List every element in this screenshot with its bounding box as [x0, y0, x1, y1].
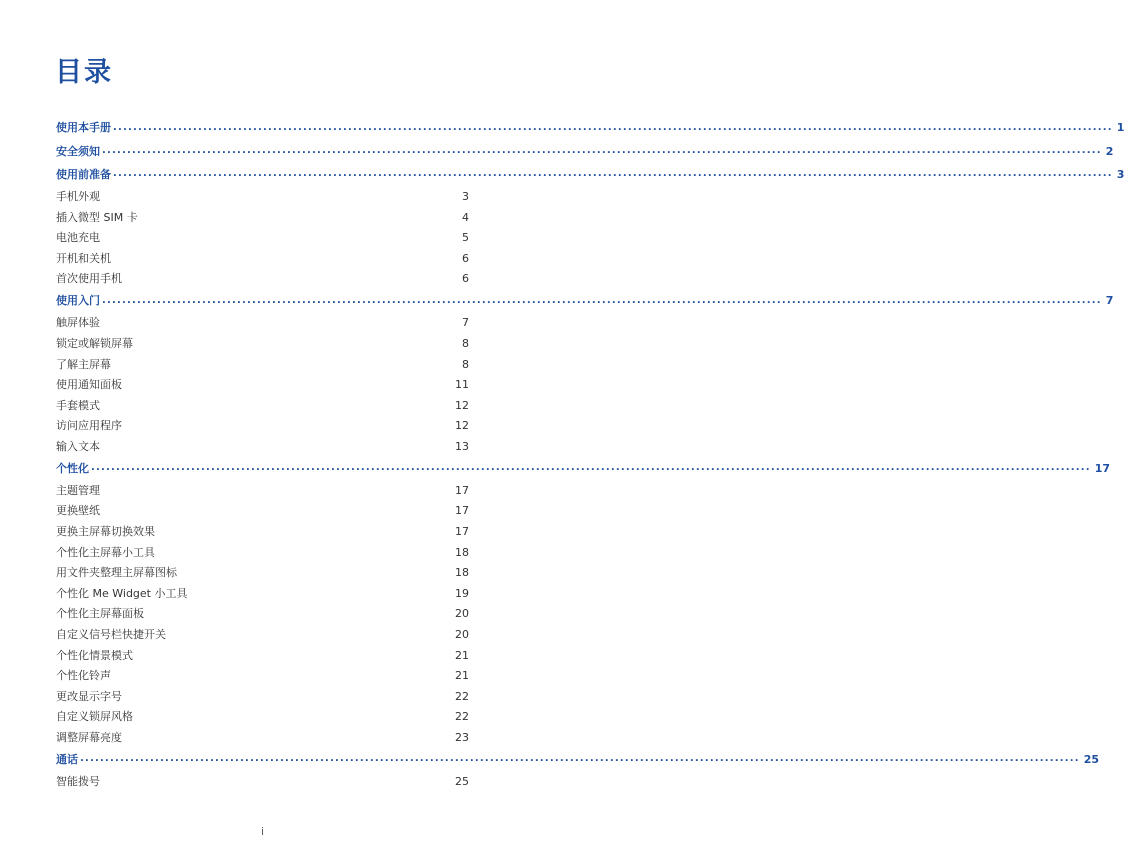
table-of-contents: [56, 116, 1124, 792]
page-title: 目录: [55, 57, 113, 88]
toc-entry-title: 个性化: [56, 461, 89, 475]
toc-entry-title: 首次使用手机: [56, 272, 122, 286]
toc-entry[interactable]: [56, 707, 469, 728]
toc-section-entry[interactable]: [56, 116, 1124, 139]
toc-entry-page: 5: [462, 231, 469, 245]
toc-entry-page: 6: [462, 272, 469, 286]
toc-entry-page: 18: [455, 545, 469, 559]
toc-entry-page: 12: [455, 398, 469, 412]
toc-entry-page: 20: [455, 607, 469, 621]
toc-entry-title: 插入微型 SIM 卡: [56, 210, 138, 224]
toc-entry-page: 2: [1105, 144, 1114, 158]
toc-entry-page: 23: [455, 731, 469, 744]
toc-entry-title: 主题管理: [56, 483, 100, 497]
page-number: i: [260, 825, 265, 838]
toc-entry-title: 使用本手册: [56, 121, 111, 135]
toc-entry[interactable]: [56, 354, 469, 375]
toc-entry-title: 用文件夹整理主屏幕图标: [56, 566, 177, 580]
toc-section-entry[interactable]: [56, 139, 1114, 162]
toc-entry-title: 锁定或解锁屏幕: [56, 336, 133, 350]
toc-entry-title: 使用入门: [56, 294, 100, 308]
dot-leader: ........................................................................................................................................................................................................: [102, 294, 1102, 306]
toc-entry-title: 电池充电: [56, 231, 100, 245]
toc-entry[interactable]: [56, 771, 469, 792]
toc-entry-title: 访问应用程序: [56, 419, 122, 433]
toc-entry-page: 7: [1105, 294, 1114, 308]
toc-entry-page: 17: [1094, 461, 1111, 475]
toc-entry[interactable]: [56, 416, 469, 437]
toc-entry[interactable]: [56, 313, 469, 334]
toc-entry-page: 22: [455, 689, 469, 703]
toc-entry[interactable]: [56, 227, 469, 248]
toc-entry[interactable]: [56, 436, 469, 457]
toc-entry-page: 8: [462, 357, 469, 371]
toc-entry[interactable]: [56, 665, 469, 686]
toc-entry[interactable]: [56, 480, 469, 501]
toc-entry-title: 更换壁纸: [56, 504, 100, 518]
toc-entry[interactable]: [56, 186, 469, 207]
toc-entry-title: 个性化 Me Widget 小工具: [56, 586, 188, 600]
toc-entry-page: 4: [462, 210, 469, 224]
toc-entry[interactable]: [56, 374, 469, 395]
toc-entry-page: 18: [455, 566, 469, 580]
toc-entry-title: 通话: [56, 752, 78, 766]
toc-entry-page: 3: [462, 189, 469, 203]
toc-entry[interactable]: [56, 207, 469, 228]
toc-entry-title: 调整屏幕亮度: [56, 731, 122, 744]
toc-entry-page: 8: [462, 336, 469, 350]
toc-entry[interactable]: [56, 624, 469, 645]
toc-section-entry[interactable]: [56, 748, 1100, 771]
toc-entry[interactable]: [56, 562, 469, 583]
toc-entry[interactable]: [56, 248, 469, 269]
toc-entry-title: 触屏体验: [56, 316, 100, 330]
toc-entry[interactable]: [56, 686, 469, 707]
toc-entry-title: 自定义信号栏快捷开关: [56, 628, 166, 642]
toc-entry-page: 3: [1116, 167, 1124, 181]
toc-entry-title: 个性化铃声: [56, 669, 111, 683]
toc-entry[interactable]: [56, 727, 469, 748]
toc-entry-page: 22: [455, 710, 469, 724]
toc-entry-title: 个性化主屏幕小工具: [56, 545, 155, 559]
toc-entry-page: 19: [455, 586, 469, 600]
toc-entry-title: 自定义锁屏风格: [56, 710, 133, 724]
toc-entry-page: 21: [455, 648, 469, 662]
dot-leader: ........................................................................................................................................................................................................: [80, 753, 1080, 765]
toc-entry-title: 手套模式: [56, 398, 100, 412]
dot-leader: ........................................................................................................................................................................................................: [113, 168, 1113, 180]
toc-entry-page: 17: [455, 483, 469, 497]
toc-entry[interactable]: [56, 521, 469, 542]
toc-entry[interactable]: [56, 333, 469, 354]
toc-section-entry[interactable]: [56, 163, 1124, 186]
dot-leader: ........................................................................................................................................................................................................: [102, 145, 1102, 157]
toc-entry-title: 输入文本: [56, 439, 100, 453]
toc-entry-title: 更换主屏幕切换效果: [56, 525, 155, 539]
toc-entry[interactable]: [56, 542, 469, 563]
toc-entry-page: 25: [455, 774, 469, 788]
toc-entry-title: 了解主屏幕: [56, 357, 111, 371]
toc-entry[interactable]: [56, 645, 469, 666]
toc-entry-page: 6: [462, 251, 469, 265]
toc-entry-page: 17: [455, 504, 469, 518]
dot-leader: ........................................................................................................................................................................................................: [113, 121, 1113, 133]
toc-entry-page: 25: [1083, 752, 1100, 766]
toc-entry-title: 智能拨号: [56, 774, 100, 788]
toc-entry-title: 手机外观: [56, 189, 100, 203]
toc-entry-title: 开机和关机: [56, 251, 111, 265]
toc-entry-page: 21: [455, 669, 469, 683]
dot-leader: ........................................................................................................................................................................................................: [91, 462, 1091, 474]
toc-entry-page: 1: [1116, 121, 1124, 135]
toc-entry-page: 11: [455, 378, 469, 392]
toc-entry-page: 7: [462, 316, 469, 330]
toc-entry-page: 17: [455, 525, 469, 539]
toc-entry-title: 更改显示字号: [56, 689, 122, 703]
toc-entry-page: 13: [455, 439, 469, 453]
toc-section-entry[interactable]: [56, 289, 1114, 312]
toc-entry-title: 使用前准备: [56, 167, 111, 181]
toc-entry-title: 安全须知: [56, 144, 100, 158]
toc-entry-title: 使用通知面板: [56, 378, 122, 392]
toc-entry-page: 12: [455, 419, 469, 433]
toc-entry-page: 20: [455, 628, 469, 642]
toc-entry[interactable]: [56, 395, 469, 416]
toc-entry[interactable]: [56, 269, 469, 290]
toc-entry-title: 个性化主屏幕面板: [56, 607, 144, 621]
toc-entry[interactable]: [56, 583, 469, 604]
toc-entry[interactable]: [56, 604, 469, 625]
toc-entry[interactable]: [56, 501, 469, 522]
toc-entry-title: 个性化情景模式: [56, 648, 133, 662]
toc-section-entry[interactable]: [56, 457, 1111, 480]
